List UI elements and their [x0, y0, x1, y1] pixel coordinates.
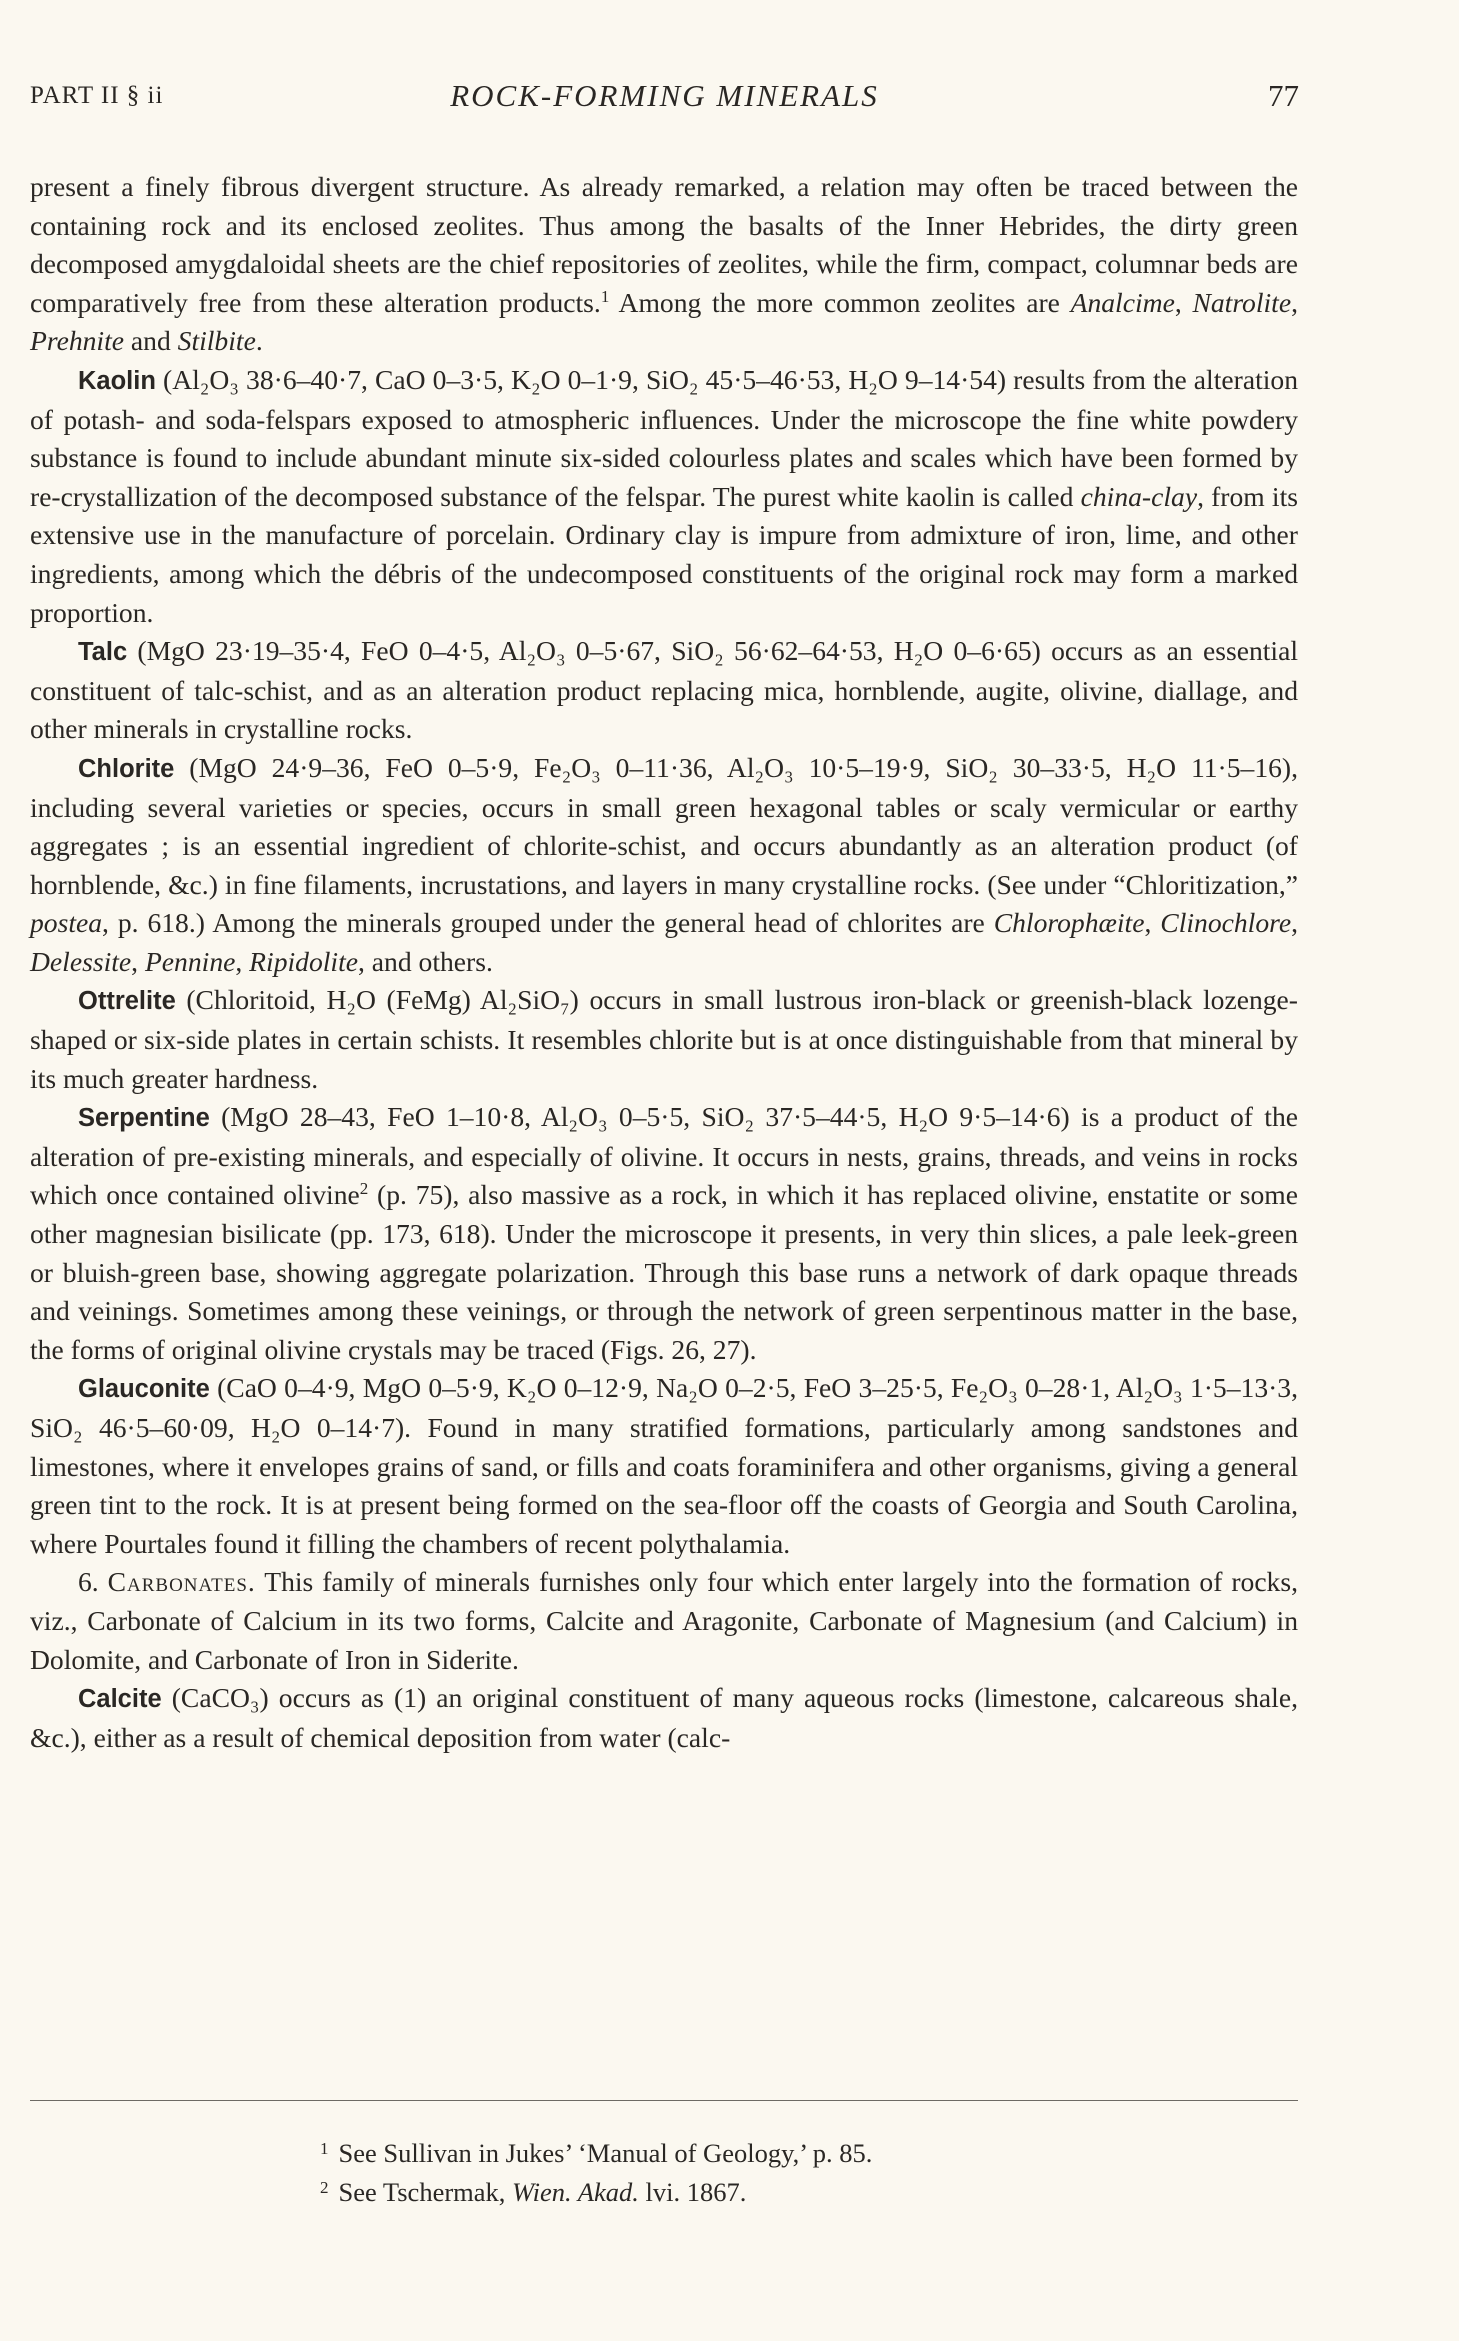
page-number: 77: [1268, 78, 1299, 113]
paragraph-carbonates: 6. Carbonates. This family of minerals furnishes only four which enter largely into the formation of rocks, viz., Carbonate of Calcium in its two forms, Calcite and Aragonite, Carbonate of Magnesium (and Calcium) in Dolomite, and Carbonate of Iron in Siderite.: [30, 1566, 1298, 1675]
paragraph-glauconite: Glauconite (CaO 0–4·9, MgO 0–5·9, K₂O 0–12·9, Na₂O 0–2·5, FeO 3–25·5, Fe₂O₃ 0–28·1, Al₂O₃ 1·5–13·3, SiO₂ 46·5–60·09, H₂O 0–14·7). Found in many stratified formations, particularly among sandstones and limestones, where it envelopes grains of sand, or fills and coats foraminifera and other organisms, giving a general green tint to the rock. It is at present being formed on the sea-floor off the coasts of Georgia and South Carolina, where Pourtales found it filling the chambers of recent polythalamia.: [30, 1372, 1298, 1559]
mineral-name: Kaolin: [78, 366, 156, 395]
section-heading: Carbonates.: [107, 1566, 256, 1598]
paragraph-chlorite: Chlorite (MgO 24·9–36, FeO 0–5·9, Fe₂O₃ 0–11·36, Al₂O₃ 10·5–19·9, SiO₂ 30–33·5, H₂O 11·5–16), including several varieties or species, occurs in small green hexagonal tables or scaly vermicular or earthy aggregates ; is an essential ingredient of chlorite-schist, and occurs abundantly as an alteration product (of hornblende, &c.) in fine filaments, incrustations, and layers in many crystalline rocks. (See under “Chloritization,” postea, p. 618.) Among the minerals grouped under the general head of chlorites are Chlorophæite, Clinochlore, Delessite, Pennine, Ripidolite, and others.: [30, 751, 1299, 977]
mineral-name: Glauconite: [78, 1375, 210, 1404]
footnote-divider: [30, 2100, 1298, 2101]
footnote-ref-2: 2: [359, 1179, 369, 1199]
running-header: [30, 78, 1299, 122]
footnotes: [320, 2134, 872, 2211]
mineral-name: Calcite: [78, 1685, 162, 1714]
footnote: $^2$ See Tschermak, Wien. Akad. lvi. 1867.: [320, 2176, 747, 2207]
paragraph-talc: Talc (MgO 23·19–35·4, FeO 0–4·5, Al₂O₃ 0–5·67, SiO₂ 56·62–64·53, H₂O 0–6·65) occurs as an essential constituent of talc-schist, and as an alteration product replacing mica, hornblende, augite, olivine, diallage, and other minerals in crystalline rocks.: [30, 635, 1298, 745]
paragraph-kaolin: Kaolin (Al₂O₃ 38·6–40·7, CaO 0–3·5, K₂O 0–1·9, SiO₂ 45·5–46·53, H₂O 9–14·54) results from the alteration of potash- and soda-felspars exposed to atmospheric influences. Under the microscope the fine white powdery substance is found to include abundant minute six-sided colourless plates and scales which have been formed by re-crystallization of the decomposed substance of the felspar. The purest white kaolin is called china-clay, from its extensive use in the manufacture of porcelain. Ordinary clay is impure from admixture of iron, lime, and other ingredients, among which the débris of the undecomposed constituents of the original rock may form a marked proportion.: [30, 363, 1298, 628]
paragraph-zeolites: present a finely fibrous divergent structure. As already remarked, a relation may often be traced between the containing rock and its enclosed zeolites. Thus among the basalts of the Inner Hebrides, the dirty green decomposed amygdaloidal sheets are the chief repositories of zeolites, while the firm, compact, columnar beds are comparatively free from these alteration products.$^1$ Among the more common zeolites are Analcime, Natrolite, Prehnite and Stilbite.: [30, 171, 1299, 357]
footnote-mark: 2: [320, 2177, 329, 2197]
mineral-name: Talc: [78, 638, 128, 667]
paragraph-calcite: Calcite (CaCO₃) occurs as (1) an original constituent of many aqueous rocks (limestone, calcareous shale, &c.), either as a result of chemical deposition from water (calc-: [30, 1682, 1298, 1753]
running-title: ROCK-FORMING MINERALS: [450, 78, 879, 113]
footnote-mark: 1: [320, 2139, 329, 2158]
footnote-ref-1: 1: [600, 286, 610, 306]
body-text: [30, 168, 1298, 1757]
mineral-name: Serpentine: [78, 1104, 210, 1133]
mineral-name: Chlorite: [78, 754, 175, 783]
part-section-label: PART II § ii: [30, 82, 164, 109]
mineral-name: Ottrelite: [78, 987, 176, 1016]
paragraph-ottrelite: Ottrelite (Chloritoid, H₂O (FeMg) Al₂SiO₇) occurs in small lustrous iron-black or greenish-black lozenge-shaped or six-side plates in certain schists. It resembles chlorite but is at once distinguishable from that mineral by its much greater hardness.: [30, 984, 1298, 1094]
paragraph-serpentine: Serpentine (MgO 28–43, FeO 1–10·8, Al₂O₃ 0–5·5, SiO₂ 37·5–44·5, H₂O 9·5–14·6) is a product of the alteration of pre-existing minerals, and especially of olivine. It occurs in nests, grains, threads, and veins in rocks which once contained olivine$^2$ (p. 75), also massive as a rock, in which it has replaced olivine, enstatite or some other magnesian bisilicate (pp. 173, 618). Under the microscope it presents, in very thin slices, a pale leek-green or bluish-green base, showing aggregate polarization. Through this base runs a network of dark opaque threads and veinings. Sometimes among these veinings, or through the network of green serpentinous matter in the base, the forms of original olivine crystals may be traced (Figs. 26, 27).: [30, 1101, 1298, 1365]
footnote: $^1$ See Sullivan in Jukes’ ‘Manual of Geology,’ p. 85.: [320, 2138, 873, 2168]
